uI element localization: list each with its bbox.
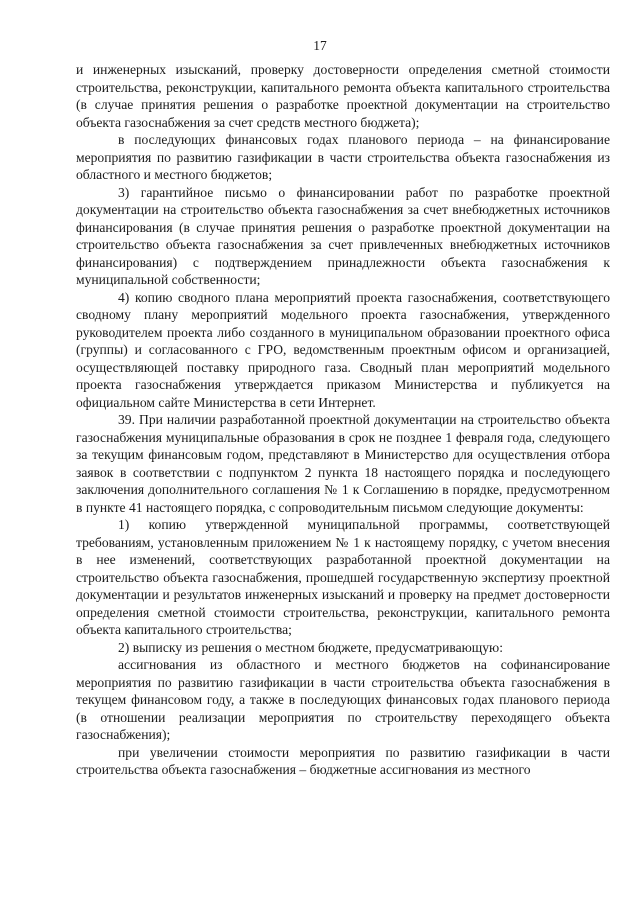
paragraph: ассигнования из областного и местного бюджетов на софинансирование мероприятия по развитию газификации в части строительства объекта газоснабжения в текущем финансовом году, а также в последующих финансовых годах планового периода (в отношении реализации мероприятия по строительству переходящего объекта газоснабжения); — [76, 657, 610, 742]
paragraph: и инженерных изысканий, проверку достоверности определения сметной стоимости строительства, реконструкции, капитального ремонта объекта капитального строительства (в случае принятия решения о разработке проектной документации на строительство объекта газоснабжения за счет средств местного бюджета); — [76, 62, 610, 130]
paragraph: 3) гарантийное письмо о финансировании работ по разработке проектной документации на строительство объекта газоснабжения за счет внебюджетных источников финансирования (в случае принятия решения о разработке проектной документации на строительство объекта газоснабжения за счет привлеченных внебюджетных источников финансирования) с подтверждением принадлежности объекта газоснабжения к муниципальной собственности; — [76, 184, 610, 287]
paragraph: 39. При наличии разработанной проектной документации на строительство объекта газоснабжения муниципальные образования в срок не позднее 1 февраля года, следующего за текущим финансовым годом, представляют в Министерство для осуществления отбора заявок в соответствии с подпунктом 2 пункта 18 настоящего порядка и последующего заключения дополнительного соглашения № 1 к Соглашению в порядке, предусмотренном в пункте 41 настоящего порядка, с сопроводительным письмом следующие документы: — [76, 412, 610, 515]
page-number: 17 — [313, 38, 327, 53]
document-body — [76, 61, 610, 779]
paragraph: 2) выписку из решения о местном бюджете, предусматривающую: — [118, 639, 503, 655]
paragraph: 1) копию утвержденной муниципальной программы, соответствующей требованиям, установленным приложением № 1 к настоящему порядку, с учетом внесения в нее изменений, соответствующих разработанной проектной документации на строительство объекта газоснабжения, прошедшей государственную экспертизу проектной документации и результатов инженерных изысканий и проверку на предмет достоверности определения сметной стоимости строительства, реконструкции, капитального ремонта объекта капитального строительства; — [76, 517, 610, 637]
paragraph: при увеличении стоимости мероприятия по развитию газификации в части строительства объекта газоснабжения – бюджетные ассигнования из местного — [76, 744, 610, 777]
paragraph: в последующих финансовых годах планового периода – на финансирование мероприятия по развитию газификации в части строительства объекта газоснабжения из областного и местного бюджетов; — [76, 132, 610, 182]
paragraph: 4) копию сводного плана мероприятий проекта газоснабжения, соответствующего сводному плану мероприятий модельного проекта газоснабжения, утвержденного руководителем проекта либо созданного в муниципальном образовании проектного офиса (группы) и согласованного с ГРО, ведомственным проектным офисом и организацией, осуществляющей поставку природного газа. Сводный план мероприятий модельного проекта газоснабжения утверждается приказом Министерства и публикуется на официальном сайте Министерства в сети Интернет. — [76, 289, 610, 410]
